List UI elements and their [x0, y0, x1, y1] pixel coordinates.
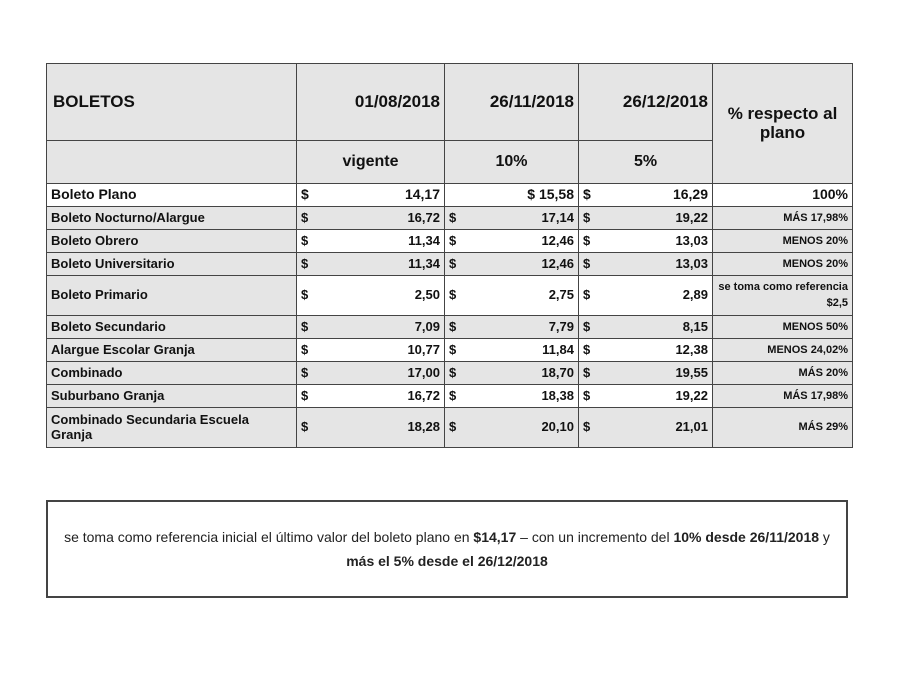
- table-row: [47, 184, 853, 207]
- fares-table: [46, 63, 853, 448]
- value-1: 18,28: [313, 408, 445, 448]
- currency: $: [297, 339, 313, 362]
- currency: $: [297, 207, 313, 230]
- pct-value: MÁS 29%: [713, 408, 853, 448]
- value-1: 11,34: [313, 230, 445, 253]
- row-name: Boleto Plano: [47, 184, 297, 207]
- value-3: 8,15: [595, 316, 713, 339]
- note-bold-1: $14,17: [473, 528, 517, 545]
- value-3: 19,22: [595, 207, 713, 230]
- reference-note-text: [58, 525, 836, 574]
- subheader-1: vigente: [297, 141, 445, 184]
- currency: $: [297, 276, 313, 316]
- subheader-2: 10%: [445, 141, 579, 184]
- value-1: 17,00: [313, 362, 445, 385]
- value-2: 12,46: [461, 253, 579, 276]
- currency: $: [297, 362, 313, 385]
- value-1: 7,09: [313, 316, 445, 339]
- currency: $: [445, 339, 461, 362]
- note-bold-3: más el 5% desde el 26/12/2018: [346, 553, 548, 569]
- currency: $: [579, 316, 595, 339]
- row-name: Boleto Nocturno/Alargue: [47, 207, 297, 230]
- reference-note: [46, 500, 848, 598]
- header-date-2: 26/11/2018: [445, 64, 579, 141]
- currency: $: [297, 184, 313, 207]
- note-text-3: y: [819, 528, 830, 545]
- value-3: 19,55: [595, 362, 713, 385]
- header-date-3: 26/12/2018: [579, 64, 713, 141]
- header-row: [47, 64, 853, 141]
- currency: $: [579, 230, 595, 253]
- pct-value: MENOS 20%: [713, 230, 853, 253]
- value-1: 10,77: [313, 339, 445, 362]
- value-2: 18,70: [461, 362, 579, 385]
- note-bold-2: 10% desde 26/11/2018: [673, 528, 820, 545]
- currency: $: [445, 385, 461, 408]
- value-1: 16,72: [313, 207, 445, 230]
- table-row: [47, 253, 853, 276]
- table-row: [47, 276, 853, 316]
- value-3: 19,22: [595, 385, 713, 408]
- value-3: 2,89: [595, 276, 713, 316]
- value-2: 18,38: [461, 385, 579, 408]
- value-2: $ 15,58: [445, 184, 579, 207]
- value-2: 12,46: [461, 230, 579, 253]
- value-2: 17,14: [461, 207, 579, 230]
- value-3: 21,01: [595, 408, 713, 448]
- subheader-3: 5%: [579, 141, 713, 184]
- note-text-2: – con un incremento del: [516, 528, 674, 545]
- currency: $: [445, 230, 461, 253]
- currency: $: [579, 184, 595, 207]
- row-name: Boleto Obrero: [47, 230, 297, 253]
- value-2: 11,84: [461, 339, 579, 362]
- currency: $: [445, 276, 461, 316]
- value-2: 7,79: [461, 316, 579, 339]
- currency: $: [445, 362, 461, 385]
- value-3: 13,03: [595, 230, 713, 253]
- currency: $: [445, 408, 461, 448]
- header-date-1: 01/08/2018: [297, 64, 445, 141]
- currency: $: [297, 253, 313, 276]
- row-name: Boleto Secundario: [47, 316, 297, 339]
- note-text-1: se toma como referencia inicial el último valor del boleto plano en: [64, 528, 474, 545]
- subheader-empty: [47, 141, 297, 184]
- table-row: [47, 385, 853, 408]
- pct-value: MENOS 20%: [713, 253, 853, 276]
- currency: $: [579, 385, 595, 408]
- currency: $: [579, 408, 595, 448]
- table-row: [47, 230, 853, 253]
- row-name: Alargue Escolar Granja: [47, 339, 297, 362]
- value-1: 2,50: [313, 276, 445, 316]
- value-2: 2,75: [461, 276, 579, 316]
- currency: $: [445, 316, 461, 339]
- currency: $: [579, 207, 595, 230]
- currency: $: [297, 230, 313, 253]
- pct-value: MENOS 50%: [713, 316, 853, 339]
- value-3: 12,38: [595, 339, 713, 362]
- value-1: 11,34: [313, 253, 445, 276]
- pct-value: MÁS 17,98%: [713, 207, 853, 230]
- currency: $: [445, 207, 461, 230]
- table-row: [47, 207, 853, 230]
- table-row: [47, 362, 853, 385]
- value-3: 16,29: [595, 184, 713, 207]
- table-row: [47, 408, 853, 448]
- currency: $: [297, 408, 313, 448]
- header-title: BOLETOS: [47, 64, 297, 141]
- pct-value: MÁS 17,98%: [713, 385, 853, 408]
- currency: $: [579, 276, 595, 316]
- currency: $: [297, 316, 313, 339]
- currency: $: [579, 253, 595, 276]
- pct-value: 100%: [713, 184, 853, 207]
- pct-value: se toma como referencia $2,5: [713, 276, 853, 316]
- currency: $: [445, 253, 461, 276]
- currency: $: [579, 339, 595, 362]
- value-3: 13,03: [595, 253, 713, 276]
- row-name: Combinado: [47, 362, 297, 385]
- row-name: Boleto Universitario: [47, 253, 297, 276]
- currency: $: [297, 385, 313, 408]
- pct-value: MENOS 24,02%: [713, 339, 853, 362]
- value-2: 20,10: [461, 408, 579, 448]
- value-1: 16,72: [313, 385, 445, 408]
- table-row: [47, 339, 853, 362]
- row-name: Suburbano Granja: [47, 385, 297, 408]
- pct-value: MÁS 20%: [713, 362, 853, 385]
- row-name: Combinado Secundaria Escuela Granja: [47, 408, 297, 448]
- row-name: Boleto Primario: [47, 276, 297, 316]
- value-1: 14,17: [313, 184, 445, 207]
- table-row: [47, 316, 853, 339]
- header-pct: % respecto al plano: [713, 64, 853, 184]
- currency: $: [579, 362, 595, 385]
